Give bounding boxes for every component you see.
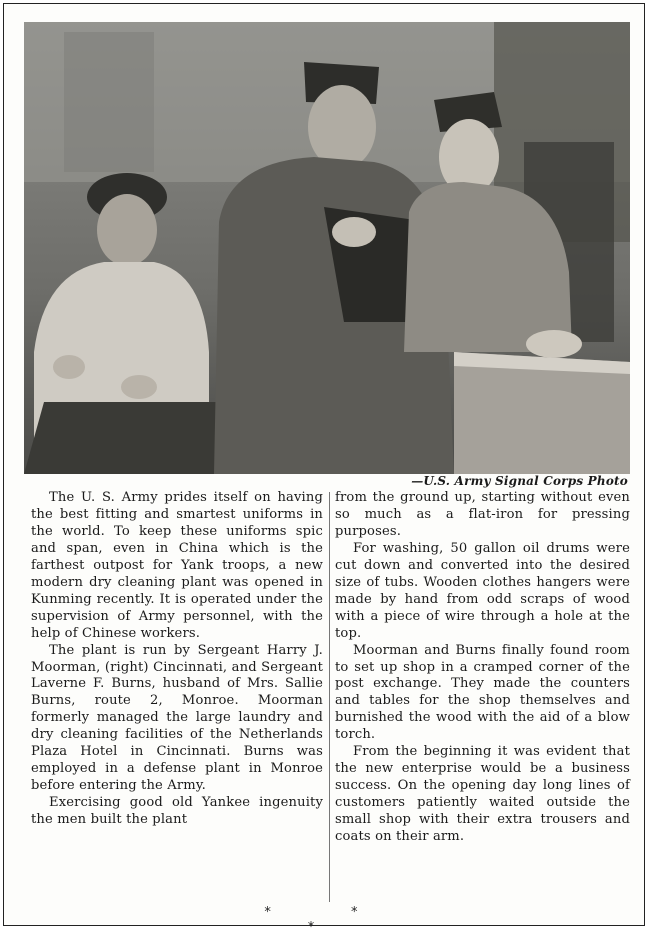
article-column-left <box>31 490 323 829</box>
article-paragraph: Exercising good old Yankee ingenuity the men built the plant <box>31 795 323 828</box>
article-paragraph: From the beginning it was evident that the new enterprise would be a business success. On the opening day long lines of customers patiently waited outside the small shop with their extra trousers and coats on their arm. <box>335 744 630 845</box>
article-paragraph: The U. S. Army prides itself on having the best fitting and smartest uniforms in the world. To keep these uniforms spic and span, even in China which is the farthest outpost for Yank troops, a new modern dry cleaning plant was opened in Kunming recently. It is operated under the supervision of Army personnel, with the help of Chinese workers. <box>31 490 323 641</box>
article-column-right <box>335 490 630 846</box>
end-mark: * * * <box>264 905 396 935</box>
article-paragraph: For washing, 50 gallon oil drums were cut down and converted into the desired size of tubs. Wooden clothes hangers were made by hand from odd scraps of wood with a piece of wire through a hole at the top. <box>335 540 630 641</box>
photo-credit: —U.S. Army Signal Corps Photo <box>411 474 628 488</box>
article-paragraph: from the ground up, starting without even so much as a flat-iron for pressing purposes. <box>335 490 630 539</box>
column-divider <box>329 492 330 902</box>
photo-illustration <box>24 22 630 474</box>
news-photo <box>24 22 630 474</box>
article-paragraph: Moorman and Burns finally found room to set up shop in a cramped corner of the post exchange. They made the counters and tables for the shop themselves and burnished the wood with the aid of a blow torch. <box>335 642 630 743</box>
article-paragraph: The plant is run by Sergeant Harry J. Moorman, (right) Cincinnati, and Sergeant Laverne F. Burns, husband of Mrs. Sallie Burns, route 2, Monroe. Moorman formerly managed the large laundry and dry cleaning facilities of the Netherlands Plaza Hotel in Cincinnati. Burns was employed in a defense plant in Monroe before entering the Army. <box>31 642 323 794</box>
